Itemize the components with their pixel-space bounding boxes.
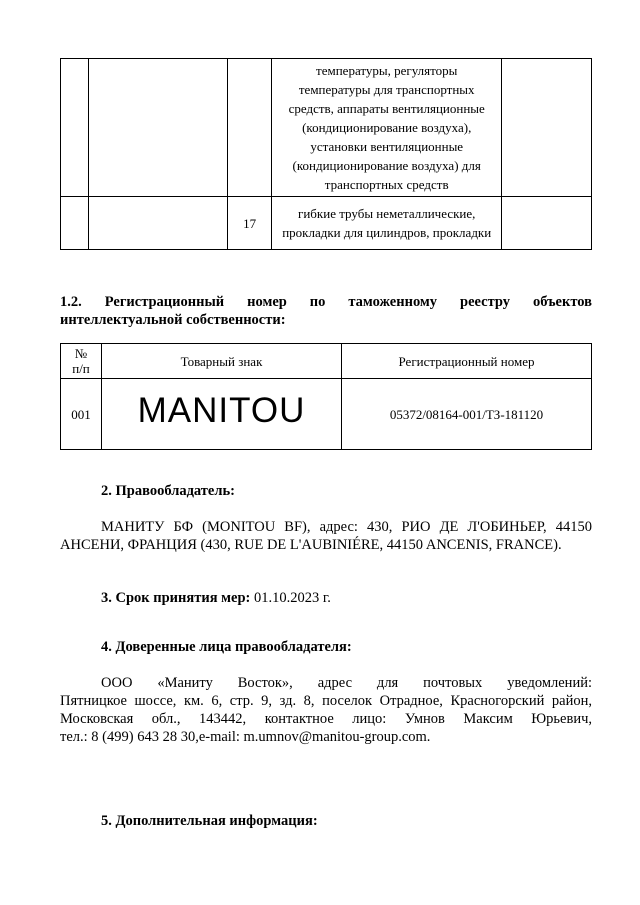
trustee-line3: Московская обл., 143442, контактное лицо: Умнов Максим Юрьевич, bbox=[60, 711, 592, 727]
section-1-2-heading-line1: 1.2. Регистрационный номер по таможенному реестру объектов bbox=[60, 294, 592, 310]
header-number: № п/п bbox=[61, 344, 102, 379]
trustee-line4: тел.: 8 (499) 643 28 30,e-mail: m.umnov@manitou-group.com. bbox=[60, 729, 431, 745]
goods-line: транспортных средств bbox=[324, 177, 449, 192]
section-3 bbox=[101, 589, 331, 608]
goods-line: температуры, регуляторы bbox=[316, 63, 458, 78]
table-cell bbox=[61, 59, 89, 197]
goods-line: (кондиционирование воздуха), bbox=[302, 120, 472, 135]
section-4-heading: 4. Доверенные лица правообладателя: bbox=[101, 639, 352, 655]
table-cell bbox=[502, 59, 592, 197]
goods-line: установки вентиляционные bbox=[310, 139, 464, 154]
manitou-logo: MANITOU bbox=[137, 391, 306, 430]
table-row bbox=[61, 379, 592, 450]
row-number: 001 bbox=[61, 379, 102, 450]
section-2-heading: 2. Правообладатель: bbox=[101, 483, 235, 499]
goods-classes-table bbox=[60, 58, 592, 250]
trustee-line1: ООО «Маниту Восток», адрес для почтовых уведомлений: bbox=[101, 675, 592, 691]
section-5-heading: 5. Дополнительная информация: bbox=[101, 813, 318, 829]
class-number-cell: 17 bbox=[228, 197, 272, 250]
class-number-cell bbox=[228, 59, 272, 197]
table-row bbox=[61, 197, 592, 250]
trademark-table bbox=[60, 343, 592, 450]
table-header-row bbox=[61, 344, 592, 379]
table-row bbox=[61, 59, 592, 197]
goods-line: температуры для транспортных bbox=[298, 82, 475, 97]
section-3-heading: 3. Срок принятия мер: bbox=[101, 590, 251, 606]
section-1-2-heading-line2: интеллектуальной собственности: bbox=[60, 312, 286, 328]
goods-line: прокладки для цилиндров, прокладки bbox=[282, 225, 492, 240]
table-cell bbox=[88, 59, 227, 197]
trademark-cell bbox=[102, 379, 342, 450]
header-trademark: Товарный знак bbox=[102, 344, 342, 379]
header-registration-number: Регистрационный номер bbox=[342, 344, 592, 379]
table-cell bbox=[88, 197, 227, 250]
goods-line: (кондиционирование воздуха) для bbox=[292, 158, 481, 173]
measures-date: 01.10.2023 г. bbox=[250, 590, 331, 606]
goods-description-cell bbox=[272, 59, 502, 197]
goods-line: гибкие трубы неметаллические, bbox=[298, 206, 476, 221]
goods-description-cell bbox=[272, 197, 502, 250]
rightholder-line2: АНСЕНИ, ФРАНЦИЯ (430, RUE DE L'AUBINIÉRE, 44150 ANCENIS, FRANCE). bbox=[60, 537, 562, 553]
rightholder-line1: МАНИТУ БФ (MONITOU BF), адрес: 430, РИО ДЕ Л'ОБИНЬЕР, 44150 bbox=[101, 519, 592, 535]
registration-number: 05372/08164-001/ТЗ-181120 bbox=[342, 379, 592, 450]
table-cell bbox=[61, 197, 89, 250]
goods-line: средств, аппараты вентиляционные bbox=[288, 101, 485, 116]
table-cell bbox=[502, 197, 592, 250]
trustee-line2: Пятницкое шоссе, км. 6, стр. 9, зд. 8, поселок Отрадное, Красногорский район, bbox=[60, 693, 592, 709]
